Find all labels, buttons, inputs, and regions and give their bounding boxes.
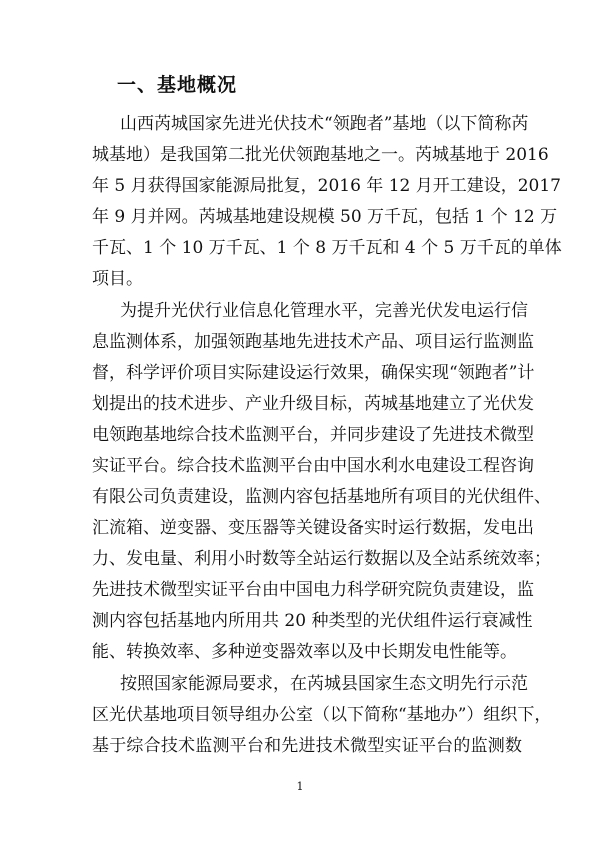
paragraph-1-line-5: 千瓦、1 个 10 万千瓦、1 个 8 万千瓦和 4 个 5 万千瓦的单体	[92, 238, 562, 258]
paragraph-2-line-12: 能、转换效率、多种逆变器效率以及中长期发电性能等。	[92, 642, 517, 662]
paragraph-2-line-3: 督，科学评价项目实际建设运行效果，确保实现“领跑者”计	[92, 363, 535, 383]
paragraph-2-line-1: 为提升光伏行业信息化管理水平，完善光伏发电运行信	[120, 301, 528, 321]
paragraph-2-line-7: 有限公司负责建设，监测内容包括基地所有项目的光伏组件、	[92, 487, 551, 507]
paragraph-3-line-3: 基于综合技术监测平台和先进技术微型实证平台的监测数	[92, 736, 522, 756]
paragraph-1-line-2: 城基地）是我国第二批光伏领跑基地之一。芮城基地于 2016	[92, 145, 549, 165]
paragraph-1-line-3: 年 5 月获得国家能源局批复，2016 年 12 月开工建设，2017	[92, 176, 561, 196]
page-number: 1	[296, 780, 304, 793]
paragraph-1-line-6: 项目。	[92, 269, 143, 289]
section-heading: 一、基地概况	[117, 74, 238, 96]
paragraph-2-line-5: 电领跑基地综合技术监测平台，并同步建设了先进技术微型	[92, 425, 534, 445]
paragraph-2-line-4: 划提出的技术进步、产业升级目标，芮城基地建立了光伏发	[92, 394, 534, 414]
paragraph-2-line-8: 汇流箱、逆变器、变压器等关键设备实时运行数据，发电出	[92, 518, 534, 538]
paragraph-2-line-10: 先进技术微型实证平台由中国电力科学研究院负责建设，监	[92, 580, 534, 600]
paragraph-3-line-1: 按照国家能源局要求，在芮城县国家生态文明先行示范	[120, 674, 528, 694]
paragraph-1-line-1: 山西芮城国家先进光伏技术“领跑者”基地（以下简称芮	[120, 114, 529, 134]
paragraph-2-line-2: 息监测体系，加强领跑基地先进技术产品、项目运行监测监	[92, 332, 534, 352]
paragraph-2-line-9: 力、发电量、利用小时数等全站运行数据以及全站系统效率；	[92, 549, 551, 569]
paragraph-2-line-6: 实证平台。综合技术监测平台由中国水利水电建设工程咨询	[92, 456, 534, 476]
paragraph-2-line-11: 测内容包括基地内所用共 20 种类型的光伏组件运行衰减性	[92, 611, 533, 631]
paragraph-1-line-4: 年 9 月并网。芮城基地建设规模 50 万千瓦，包括 1 个 12 万	[92, 207, 558, 227]
paragraph-3-line-2: 区光伏基地项目领导组办公室（以下简称“基地办”）组织下，	[92, 705, 552, 725]
